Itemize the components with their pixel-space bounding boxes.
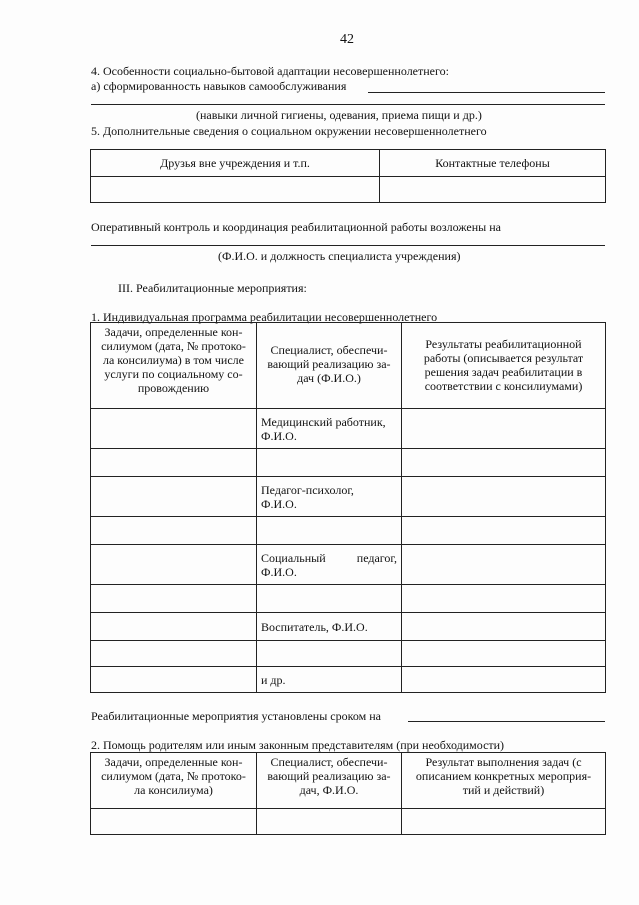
parents-header-specialist xyxy=(257,753,402,809)
p1-l3: ла консилиума) xyxy=(134,783,213,797)
section3-title: III. Реабилитационные мероприятия: xyxy=(118,281,307,295)
phones-cell[interactable] xyxy=(380,177,606,203)
h3-l3: решения задач реабилитации в xyxy=(424,365,583,379)
p2-l1: Специалист, обеспечи- xyxy=(270,755,388,769)
specialist-tutor[interactable]: Воспитатель, Ф.И.О. xyxy=(257,613,402,641)
h3-l4: соответствии с консилиумами) xyxy=(424,379,583,393)
psych-line2: Ф.И.О. xyxy=(261,497,297,511)
h3-l2: работы (описывается результат xyxy=(423,351,584,365)
section4-item-a: а) сформированность навыков самообслуживания xyxy=(91,79,347,93)
h2-l2: вающий реализацию за- xyxy=(267,357,391,371)
table-cell[interactable] xyxy=(91,449,257,477)
term-text: Реабилитационные мероприятия установлены сроком на xyxy=(91,709,381,723)
table-cell[interactable] xyxy=(402,409,606,449)
term-fill-line[interactable] xyxy=(408,721,605,722)
table-cell[interactable] xyxy=(91,613,257,641)
psych-line1: Педагог-психолог, xyxy=(261,483,354,497)
p1-l1: Задачи, определенные кон- xyxy=(104,755,243,769)
p3-l2: описанием конкретных мероприя- xyxy=(415,769,592,783)
self-care-fill-line-2[interactable] xyxy=(91,104,605,105)
social-environment-table xyxy=(90,149,606,203)
table-cell[interactable] xyxy=(91,517,257,545)
social-line2: Ф.И.О. xyxy=(261,565,297,579)
table-cell[interactable] xyxy=(402,613,606,641)
parents-header-results xyxy=(402,753,606,809)
specialist-etc[interactable]: и др. xyxy=(257,667,402,693)
h3-l1: Результаты реабилитационной xyxy=(425,337,582,351)
friends-cell[interactable] xyxy=(91,177,380,203)
table-cell[interactable] xyxy=(402,809,606,835)
h1-l2: силиумом (дата, № протоко- xyxy=(101,339,246,353)
table-cell[interactable] xyxy=(91,667,257,693)
table-cell[interactable] xyxy=(257,641,402,667)
h1-l1: Задачи, определенные кон- xyxy=(104,325,243,339)
control-hint: (Ф.И.О. и должность специалиста учреждения) xyxy=(218,249,461,263)
table-cell[interactable] xyxy=(402,449,606,477)
h1-l3: ла консилиума) в том числе xyxy=(102,353,244,367)
table-cell[interactable] xyxy=(257,449,402,477)
self-care-fill-line[interactable] xyxy=(368,92,605,93)
program-heading: 1. Индивидуальная программа реабилитации несовершеннолетнего xyxy=(91,310,438,324)
h1-l4: услуги по социальному со- xyxy=(104,367,243,381)
p1-l2: силиумом (дата, № протоко- xyxy=(101,769,246,783)
medic-line2: Ф.И.О. xyxy=(261,429,297,443)
table-cell[interactable] xyxy=(402,641,606,667)
table-cell[interactable] xyxy=(91,585,257,613)
social-line1: Социальный педагог, xyxy=(261,551,397,565)
h1-l5: провождению xyxy=(137,381,210,395)
page-number: 42 xyxy=(340,32,354,47)
p3-l1: Результат выполнения задач (с xyxy=(425,755,582,769)
table-cell[interactable] xyxy=(257,809,402,835)
p3-l3: тий и действий) xyxy=(462,783,545,797)
table-cell[interactable] xyxy=(91,477,257,517)
h2-l1: Специалист, обеспечи- xyxy=(270,343,388,357)
table-cell[interactable] xyxy=(91,545,257,585)
table-cell[interactable] xyxy=(91,409,257,449)
specialist-psychologist[interactable] xyxy=(257,477,402,517)
responsible-fill-line[interactable] xyxy=(91,245,605,246)
friends-header: Друзья вне учреждения и т.п. xyxy=(91,150,380,177)
program-header-specialist xyxy=(257,323,402,409)
table-cell[interactable] xyxy=(257,585,402,613)
p2-l2: вающий реализацию за- xyxy=(267,769,391,783)
control-text: Оперативный контроль и координация реабилитационной работы возложены на xyxy=(91,220,501,234)
section4-heading: 4. Особенности социально-бытовой адаптации несовершеннолетнего: xyxy=(91,64,449,78)
section4-hint: (навыки личной гигиены, одевания, приема пищи и др.) xyxy=(196,108,482,122)
program-header-results xyxy=(402,323,606,409)
specialist-medic[interactable] xyxy=(257,409,402,449)
p2-l3: дач, Ф.И.О. xyxy=(299,783,359,797)
table-cell[interactable] xyxy=(402,585,606,613)
table-cell[interactable] xyxy=(257,517,402,545)
table-cell[interactable] xyxy=(91,641,257,667)
specialist-social-pedagogue[interactable] xyxy=(257,545,402,585)
table-cell[interactable] xyxy=(402,545,606,585)
table-cell[interactable] xyxy=(402,517,606,545)
table-cell[interactable] xyxy=(91,809,257,835)
parents-heading: 2. Помощь родителям или иным законным представителям (при необходимости) xyxy=(91,738,505,752)
parents-header-tasks xyxy=(91,753,257,809)
medic-line1: Медицинский работник, xyxy=(261,415,386,429)
parents-help-table xyxy=(90,752,606,835)
table-cell[interactable] xyxy=(402,667,606,693)
section5-heading: 5. Дополнительные сведения о социальном окружении несовершеннолетнего xyxy=(91,124,487,138)
table-cell[interactable] xyxy=(402,477,606,517)
h2-l3: дач (Ф.И.О.) xyxy=(297,371,361,385)
program-header-tasks xyxy=(91,323,257,409)
rehab-program-table xyxy=(90,322,606,693)
phones-header: Контактные телефоны xyxy=(380,150,606,177)
